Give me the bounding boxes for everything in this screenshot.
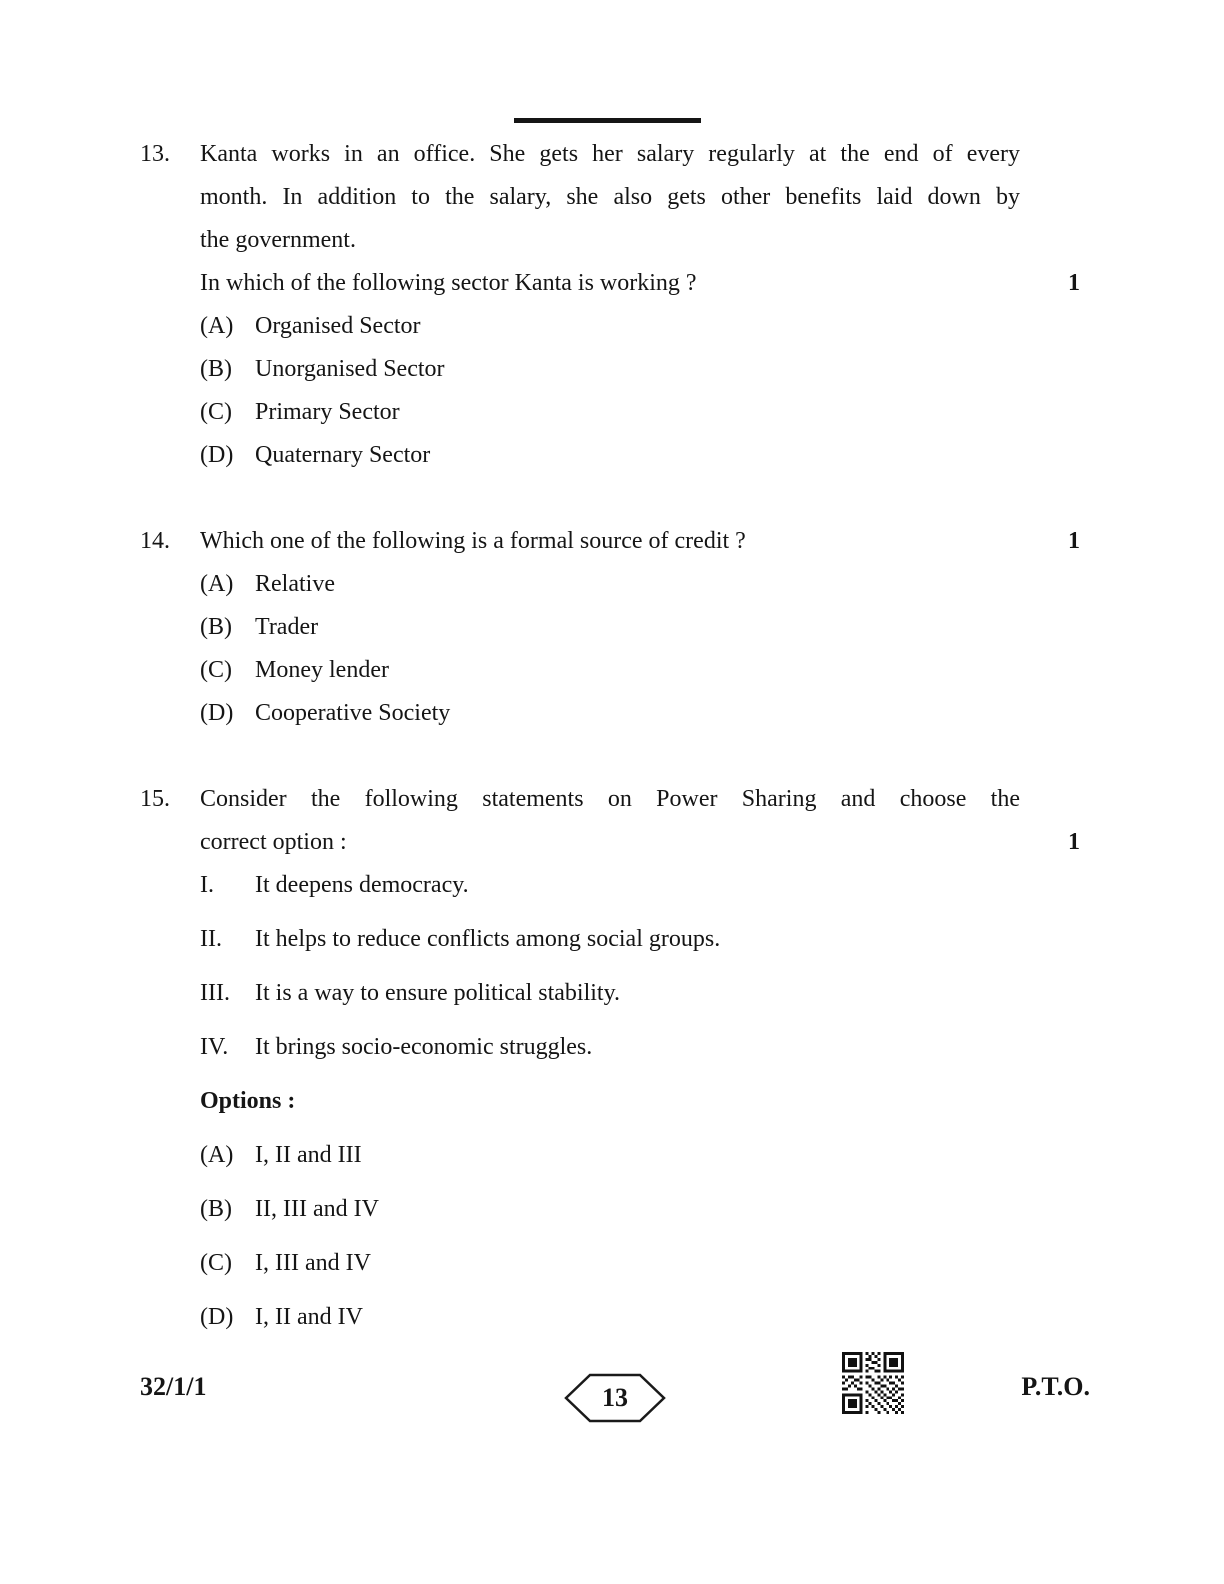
question-body-line: the government. [200,227,356,253]
statement-row [200,864,1080,907]
marks-value: 1 [1068,829,1080,855]
option-label: (A) [200,1142,234,1168]
option-text: Cooperative Society [255,700,451,726]
option-text: Unorganised Sector [255,356,445,382]
option-text: I, II and IV [255,1304,363,1330]
page-number: 13 [602,1383,628,1412]
question-14 [140,520,1080,735]
divider-rule [514,118,701,123]
marks-value: 1 [1068,528,1080,554]
option-text: Money lender [255,657,389,683]
option-row [200,434,1080,477]
question-number: 14. [140,528,170,554]
option-text: Quaternary Sector [255,442,431,468]
option-row [200,1134,1080,1177]
question-body-line: correct option : [200,829,347,855]
option-row [200,1296,1080,1339]
option-label: (C) [200,1250,232,1276]
option-text: Primary Sector [255,399,400,425]
option-row [200,305,1080,348]
option-row [200,649,1080,692]
question-body-row [200,821,1080,864]
option-row [200,1188,1080,1231]
option-row [200,391,1080,434]
option-row [200,348,1080,391]
statement-text: It helps to reduce conflicts among social groups. [255,926,721,952]
statement-text: It brings socio-economic struggles. [255,1034,593,1060]
marks-value: 1 [1068,270,1080,296]
option-text: Organised Sector [255,313,421,339]
questions-area [140,133,1080,1339]
question-body-line: month. In addition to the salary, she also gets other benefits laid down by [200,184,1020,210]
option-text: II, III and IV [255,1196,379,1222]
statement-label: I. [200,872,214,898]
option-label: (D) [200,700,234,726]
option-label: (C) [200,399,232,425]
question-15 [140,778,1080,1339]
question-number: 13. [140,141,170,167]
option-text: Relative [255,571,335,597]
page-number-hexagon [563,1372,667,1424]
option-text: I, III and IV [255,1250,371,1276]
question-body-line: Kanta works in an office. She gets her salary regularly at the end of every [200,141,1020,167]
question-body-line: Consider the following statements on Power Sharing and choose the [200,786,1020,812]
option-label: (D) [200,1304,234,1330]
statement-text: It is a way to ensure political stability. [255,980,621,1006]
statement-text: It deepens democracy. [255,872,469,898]
question-prompt-row [200,262,1080,305]
statement-row [200,1026,1080,1069]
option-text: Trader [255,614,319,640]
option-label: (D) [200,442,234,468]
paper-code: 32/1/1 [140,1372,207,1401]
question-prompt-row [200,520,1080,563]
statement-label: III. [200,980,230,1006]
option-label: (A) [200,571,234,597]
statement-row [200,972,1080,1015]
statement-label: IV. [200,1034,229,1060]
option-row [200,606,1080,649]
option-text: I, II and III [255,1142,362,1168]
option-label: (A) [200,313,234,339]
option-row [200,1242,1080,1285]
option-row [200,563,1080,606]
pto-label: P.T.O. [1021,1372,1090,1401]
option-label: (B) [200,1196,232,1222]
option-label: (B) [200,356,232,382]
statement-row [200,918,1080,961]
question-number: 15. [140,786,170,812]
qr-code-icon [842,1352,904,1414]
question-prompt: Which one of the following is a formal source of credit ? [200,528,746,554]
option-label: (C) [200,657,232,683]
question-13 [140,133,1080,477]
option-label: (B) [200,614,232,640]
option-row [200,692,1080,735]
statement-label: II. [200,926,222,952]
options-heading: Options : [200,1088,296,1114]
question-prompt: In which of the following sector Kanta is working ? [200,270,697,296]
